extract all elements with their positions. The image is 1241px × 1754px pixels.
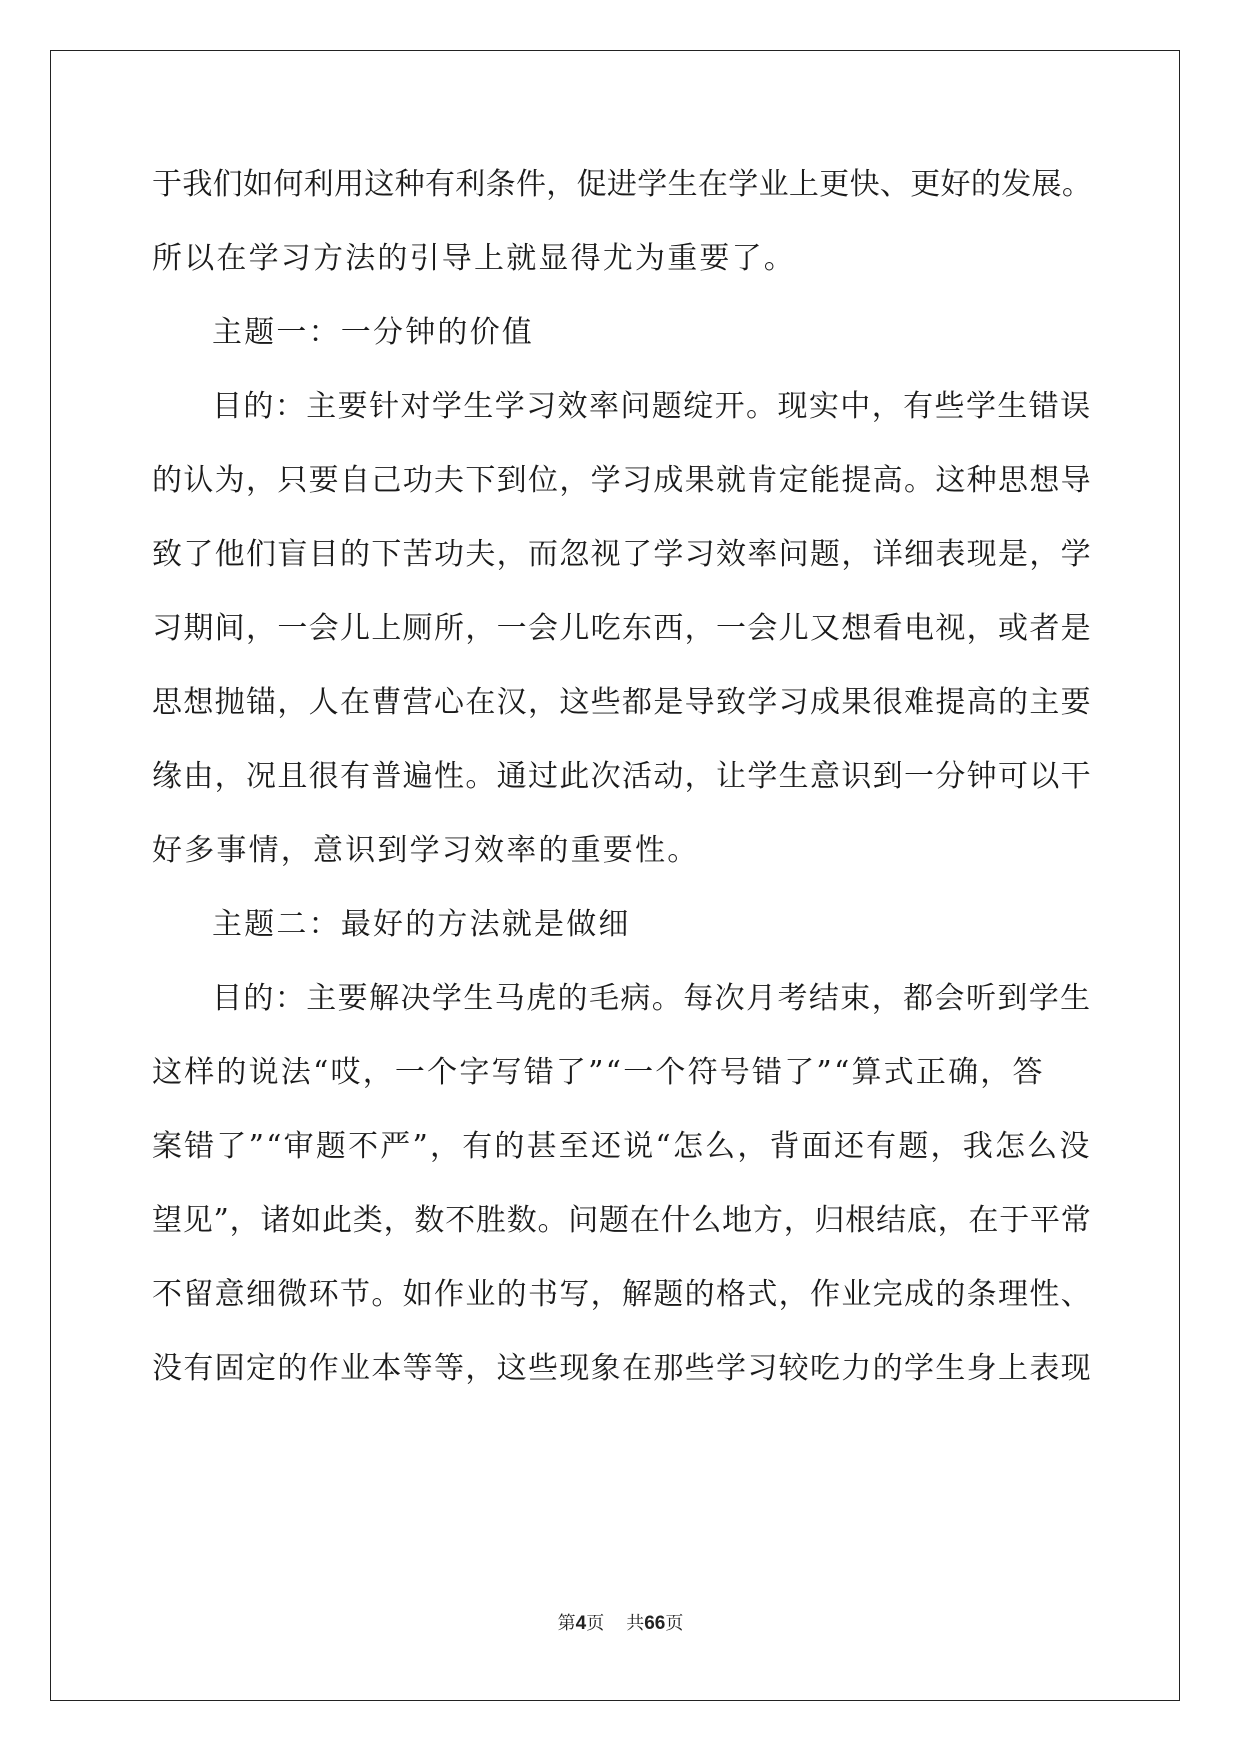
text-line: 的认为，只要自己功夫下到位，学习成果就肯定能提高。这种思想导 — [152, 463, 1092, 498]
section-heading: 主题一：一分钟的价值 — [212, 315, 534, 350]
text-line: 目的：主要针对学生学习效率问题绽开。现实中，有些学生错误 — [212, 389, 1092, 424]
page-prefix: 第 — [557, 1613, 576, 1634]
total-pages: 66 — [644, 1613, 666, 1634]
text-line: 目的：主要解决学生马虎的毛病。每次月考结束，都会听到学生 — [212, 981, 1092, 1016]
text-line: 习期间，一会儿上厕所，一会儿吃东西，一会儿又想看电视，或者是 — [152, 611, 1092, 646]
section-heading: 主题二：最好的方法就是做细 — [212, 907, 631, 942]
text-line: 这样的说法“哎，一个字写错了”“一个符号错了”“算式正确，答 — [152, 1055, 1045, 1090]
text-line: 案错了”“审题不严”，有的甚至还说“怎么，背面还有题，我怎么没 — [152, 1129, 1092, 1164]
page-number: 4 — [575, 1613, 587, 1634]
page-border — [50, 50, 1180, 1701]
text-line: 望见”，诸如此类，数不胜数。问题在什么地方，归根结底，在于平常 — [152, 1203, 1092, 1238]
text-line: 好多事情，意识到学习效率的重要性。 — [152, 833, 700, 868]
text-line: 思想抛锚，人在曹营心在汉，这些都是导致学习成果很难提高的主要 — [152, 685, 1092, 720]
text-line: 致了他们盲目的下苦功夫，而忽视了学习效率问题，详细表现是，学 — [152, 537, 1092, 572]
text-line: 缘由，况且很有普遍性。通过此次活动，让学生意识到一分钟可以干 — [152, 759, 1092, 794]
total-prefix: 共 — [626, 1613, 645, 1634]
text-line: 所以在学习方法的引导上就显得尤为重要了。 — [152, 241, 796, 276]
page-footer — [0, 1612, 1241, 1636]
page-suffix: 页 — [586, 1613, 605, 1634]
text-line: 于我们如何利用这种有利条件，促进学生在学业上更快、更好的发展。 — [152, 167, 1093, 202]
text-line: 没有固定的作业本等等，这些现象在那些学习较吃力的学生身上表现 — [152, 1351, 1092, 1386]
text-line: 不留意细微环节。如作业的书写，解题的格式，作业完成的条理性、 — [152, 1277, 1092, 1312]
total-suffix: 页 — [665, 1613, 684, 1634]
